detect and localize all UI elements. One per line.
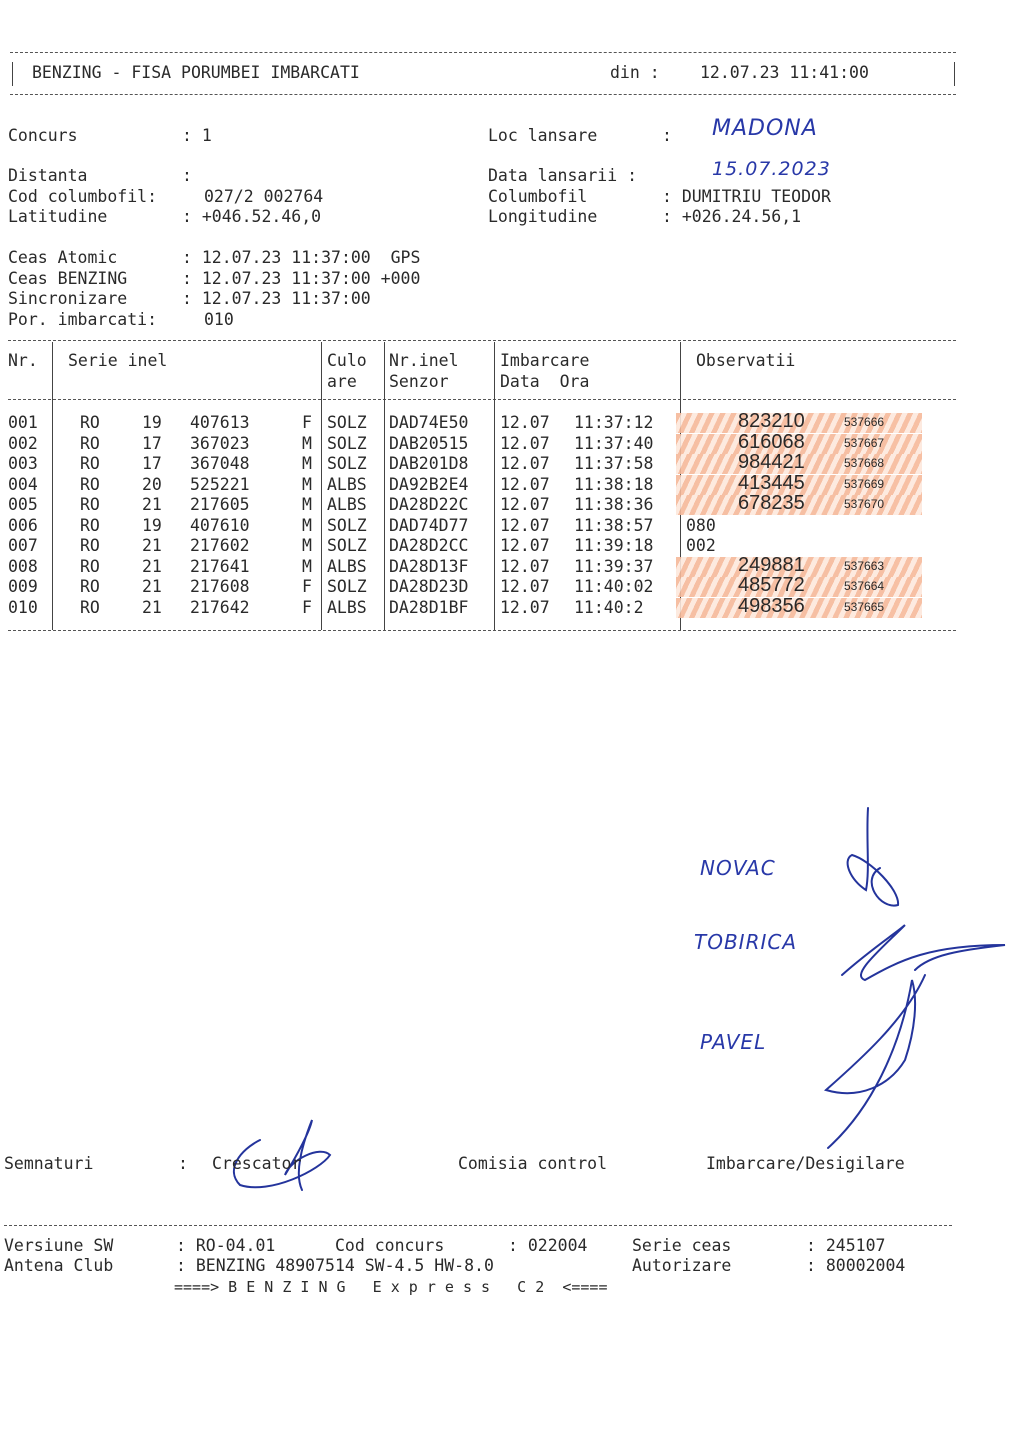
row-country: RO: [80, 454, 100, 473]
row-date: 12.07: [500, 495, 550, 514]
row-time: 11:37:12: [574, 413, 654, 432]
seal-serial: 537663: [844, 558, 885, 573]
commission-name-2: TOBIRICA: [694, 930, 798, 954]
row-time: 11:40:2: [574, 597, 644, 617]
commission-name-3: PAVEL: [700, 1030, 767, 1054]
seal-sticker: [676, 594, 922, 618]
seal-serial: 537669: [844, 476, 885, 491]
row-sensor: DA28D2CC: [389, 536, 469, 555]
header-culoare-1: Culo: [327, 351, 367, 370]
row-date: 12.07: [500, 433, 550, 453]
row-time: 11:39:37: [574, 556, 654, 576]
header-right-bar: [954, 62, 955, 86]
row-nr: 009: [8, 577, 38, 596]
din-label: din :: [610, 63, 660, 82]
row-ring: 217608: [190, 577, 250, 596]
semnaturi-sep: :: [178, 1154, 188, 1173]
distanta-value: :: [182, 166, 192, 185]
longitudine-value: : +026.24.56,1: [662, 207, 802, 226]
row-country: RO: [80, 474, 100, 494]
loc-lansare-sep: :: [662, 126, 672, 145]
row-country: RO: [80, 433, 100, 453]
seal-number: 984421: [738, 451, 805, 473]
row-year: 21: [142, 536, 162, 555]
ceas-benzing-label: Ceas BENZING: [8, 269, 128, 288]
row-time: 11:39:18: [574, 536, 654, 555]
row-country: RO: [80, 495, 100, 514]
row-date: 12.07: [500, 556, 550, 576]
seal-serial: 537664: [844, 579, 885, 593]
row-nr: 003: [8, 454, 38, 473]
row-ring: 217605: [190, 495, 250, 514]
row-sex: M: [302, 495, 312, 514]
row-date: 12.07: [500, 597, 550, 617]
row-year: 20: [142, 474, 162, 494]
table-bottom-rule: [8, 630, 956, 631]
col-sep-2: [321, 342, 322, 630]
seal-serial: 537666: [844, 415, 885, 429]
sincronizare-label: Sincronizare: [8, 289, 128, 308]
comisia-label: Comisia control: [458, 1154, 608, 1173]
seal-number: 413445: [738, 471, 805, 494]
row-sensor: DA28D1BF: [389, 597, 469, 617]
longitudine-label: Longitudine: [488, 207, 598, 226]
header-nr-inel-2: Senzor: [389, 372, 449, 391]
distanta-label: Distanta: [8, 166, 88, 185]
latitudine-label: Latitudine: [8, 207, 108, 226]
row-sex: M: [302, 556, 312, 576]
loc-lansare-label: Loc lansare: [488, 126, 598, 145]
row-country: RO: [80, 577, 100, 596]
benzing-banner: ====> B E N Z I N G E x p r e s s C 2 <====: [174, 1278, 608, 1296]
row-sex: M: [302, 474, 312, 494]
row-date: 12.07: [500, 515, 550, 535]
loc-lansare-handwritten: MADONA: [712, 116, 818, 141]
row-year: 21: [142, 495, 162, 514]
row-country: RO: [80, 536, 100, 555]
row-sensor: DAD74D77: [389, 515, 469, 535]
din-value: 12.07.23 11:41:00: [700, 63, 869, 82]
row-nr: 006: [8, 515, 38, 535]
seal-serial: 537668: [844, 456, 885, 470]
row-country: RO: [80, 556, 100, 576]
table-header-rule: [8, 399, 956, 400]
seal-number: 498356: [738, 594, 805, 617]
row-sensor: DAB20515: [389, 433, 469, 453]
row-time: 11:38:36: [574, 495, 654, 514]
header-nr: Nr.: [8, 351, 38, 370]
row-sensor: DA92B2E4: [389, 474, 469, 494]
ceas-atomic-label: Ceas Atomic: [8, 248, 118, 267]
row-sex: F: [302, 413, 312, 432]
row-nr: 008: [8, 556, 38, 576]
latitudine-value: : +046.52.46,0: [182, 207, 322, 226]
row-sensor: DA28D23D: [389, 577, 469, 596]
header-top-rule: [10, 52, 956, 53]
col-sep-3: [384, 342, 385, 630]
row-time: 11:37:40: [574, 433, 654, 453]
antena-value: : BENZING 48907514 SW-4.5 HW-8.0: [176, 1256, 494, 1275]
row-year: 21: [142, 577, 162, 596]
row-ring: 367048: [190, 454, 250, 473]
antena-label: Antena Club: [4, 1256, 114, 1275]
row-color: SOLZ: [327, 433, 367, 453]
data-lansarii-label: Data lansarii :: [488, 166, 638, 185]
header-observatii: Observatii: [696, 351, 796, 370]
data-lansarii-handwritten: 15.07.2023: [712, 158, 831, 180]
seal-number: 616068: [738, 430, 805, 453]
row-observation: 002: [686, 536, 716, 555]
serie-ceas-value: : 245107: [806, 1236, 886, 1255]
row-ring: 217642: [190, 597, 250, 617]
row-sex: M: [302, 454, 312, 473]
sincronizare-value: : 12.07.23 11:37:00: [182, 289, 371, 308]
ceas-atomic-value: : 12.07.23 11:37:00 GPS: [182, 248, 421, 267]
row-sensor: DA28D22C: [389, 495, 469, 514]
row-nr: 002: [8, 433, 38, 453]
row-time: 11:40:02: [574, 577, 654, 596]
row-date: 12.07: [500, 413, 550, 432]
row-date: 12.07: [500, 474, 550, 494]
col-sep-1: [52, 342, 53, 630]
row-sensor: DA28D13F: [389, 556, 469, 576]
row-ring: 217602: [190, 536, 250, 555]
semnaturi-label: Semnaturi: [4, 1154, 94, 1173]
row-country: RO: [80, 515, 100, 535]
serie-ceas-label: Serie ceas: [632, 1236, 732, 1255]
columbofil-value: : DUMITRIU TEODOR: [662, 187, 831, 206]
header-nr-inel-1: Nr.inel: [389, 351, 459, 370]
porumbei-imbarcati-label: Por. imbarcati:: [8, 310, 158, 329]
commission-name-1: NOVAC: [700, 856, 776, 880]
row-ring: 217641: [190, 556, 250, 576]
row-sex: F: [302, 597, 312, 617]
header-imbarcare-2: Data Ora: [500, 372, 590, 391]
seal-number: 485772: [738, 574, 805, 596]
row-nr: 007: [8, 536, 38, 555]
row-nr: 001: [8, 413, 38, 432]
row-time: 11:37:58: [574, 454, 654, 473]
row-date: 12.07: [500, 577, 550, 596]
row-sensor: DAB201D8: [389, 454, 469, 473]
seal-number: 678235: [738, 492, 805, 514]
row-time: 11:38:57: [574, 515, 654, 535]
col-sep-4: [494, 342, 495, 630]
columbofil-label: Columbofil: [488, 187, 588, 206]
cod-concurs-value: : 022004: [508, 1236, 588, 1255]
row-color: SOLZ: [327, 536, 367, 555]
row-color: ALBS: [327, 495, 367, 514]
row-color: SOLZ: [327, 577, 367, 596]
row-color: SOLZ: [327, 515, 367, 535]
document-title: BENZING - FISA PORUMBEI IMBARCATI: [32, 63, 360, 82]
header-bottom-rule: [10, 94, 956, 95]
table-top-rule: [8, 340, 956, 341]
porumbei-imbarcati-value: 010: [204, 310, 234, 329]
row-year: 21: [142, 597, 162, 617]
row-observation: 080: [686, 515, 716, 535]
row-sex: M: [302, 536, 312, 555]
row-year: 19: [142, 515, 162, 535]
crescator-label: Crescator: [212, 1154, 302, 1173]
row-ring: 525221: [190, 474, 250, 494]
row-year: 19: [142, 413, 162, 432]
autorizare-label: Autorizare: [632, 1256, 732, 1275]
row-year: 17: [142, 454, 162, 473]
footer-rule: [4, 1225, 952, 1226]
cod-columbofil-label: Cod columbofil:: [8, 187, 158, 206]
versiune-label: Versiune SW: [4, 1236, 114, 1255]
row-sex: M: [302, 515, 312, 535]
header-culoare-2: are: [327, 372, 357, 391]
row-country: RO: [80, 597, 100, 617]
seal-serial: 537665: [844, 599, 885, 614]
row-nr: 005: [8, 495, 38, 514]
row-ring: 407610: [190, 515, 250, 535]
row-color: ALBS: [327, 474, 367, 494]
header-left-bar: [12, 62, 13, 86]
concurs-value: : 1: [182, 126, 212, 145]
row-color: ALBS: [327, 597, 367, 617]
row-ring: 407613: [190, 413, 250, 432]
row-nr: 004: [8, 474, 38, 494]
row-date: 12.07: [500, 454, 550, 473]
ceas-benzing-value: : 12.07.23 11:37:00 +000: [182, 269, 421, 288]
row-color: ALBS: [327, 556, 367, 576]
seal-serial: 537667: [844, 435, 885, 450]
seal-number: 249881: [738, 553, 805, 576]
seal-sticker: [676, 492, 922, 515]
row-color: SOLZ: [327, 454, 367, 473]
cod-concurs-label: Cod concurs: [335, 1236, 445, 1255]
header-serie-inel: Serie inel: [68, 351, 168, 370]
row-sex: M: [302, 433, 312, 453]
row-time: 11:38:18: [574, 474, 654, 494]
row-sex: F: [302, 577, 312, 596]
imbarcare-desigilare-label: Imbarcare/Desigilare: [706, 1154, 905, 1173]
header-imbarcare-1: Imbarcare: [500, 351, 590, 370]
autorizare-value: : 80002004: [806, 1256, 906, 1275]
row-color: SOLZ: [327, 413, 367, 432]
seal-number: 823210: [738, 410, 805, 432]
seal-serial: 537670: [844, 497, 885, 511]
row-country: RO: [80, 413, 100, 432]
row-ring: 367023: [190, 433, 250, 453]
versiune-value: : RO-04.01: [176, 1236, 276, 1255]
row-sensor: DAD74E50: [389, 413, 469, 432]
row-date: 12.07: [500, 536, 550, 555]
concurs-label: Concurs: [8, 126, 78, 145]
row-year: 17: [142, 433, 162, 453]
row-year: 21: [142, 556, 162, 576]
row-nr: 010: [8, 597, 38, 617]
cod-columbofil-value: 027/2 002764: [204, 187, 324, 206]
